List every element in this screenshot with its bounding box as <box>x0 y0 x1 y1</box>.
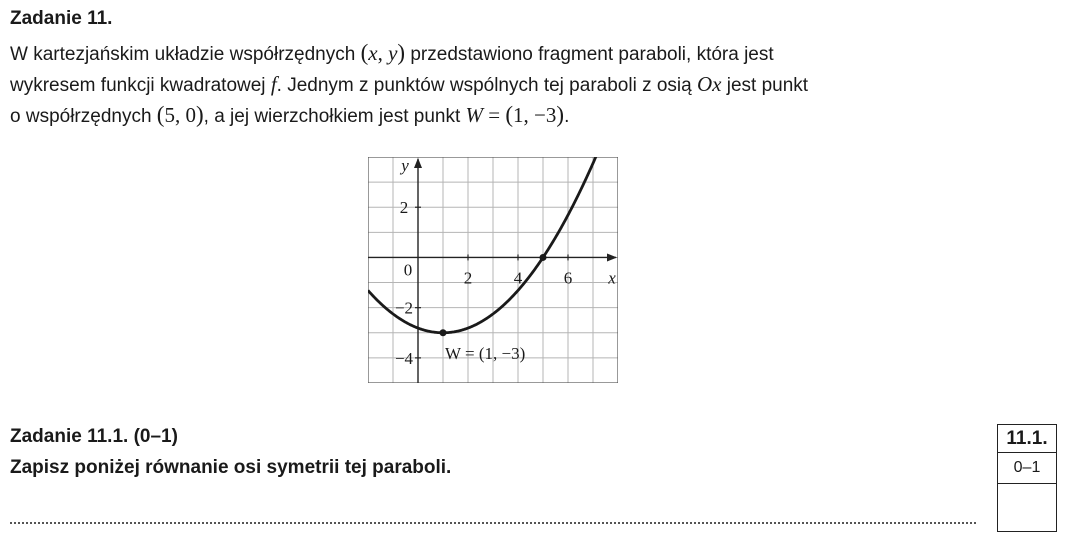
task-title: Zadanie 11. <box>10 8 113 29</box>
y-tick-label: −4 <box>394 348 414 368</box>
math-x: x <box>368 41 378 65</box>
x-tick-label: 2 <box>463 268 473 288</box>
math-y: y <box>388 41 398 65</box>
paren-close: ) <box>397 40 406 65</box>
paren-close: ) <box>556 102 565 127</box>
paren-close: ) <box>195 102 204 127</box>
score-input-cell[interactable] <box>998 484 1056 531</box>
answer-line[interactable] <box>10 522 976 524</box>
x-tick-label: 6 <box>563 268 573 288</box>
task-text: wykresem funkcji kwadratowej <box>10 74 271 96</box>
point-coords: 5, 0 <box>164 103 196 127</box>
vertex-coords: 1, −3 <box>513 103 557 127</box>
task-text: przedstawiono fragment paraboli, która jest <box>405 44 774 65</box>
task-text: , a jej wierzchołkiem jest punkt <box>203 106 466 127</box>
score-box <box>997 424 1057 532</box>
origin-label: 0 <box>403 260 413 280</box>
paren-open: ( <box>156 102 165 127</box>
paren-open: ( <box>360 40 369 65</box>
y-axis-label: y <box>401 157 409 175</box>
vertex-label: W <box>465 103 484 127</box>
score-range: 0–1 <box>998 453 1056 484</box>
task-text: jest punkt <box>721 74 809 96</box>
subtask-instruction: Zapisz poniżej równanie osi symetrii tej paraboli. <box>10 457 452 478</box>
y-axis-arrow-icon <box>414 158 422 168</box>
score-header: 11.1. <box>998 425 1056 453</box>
task-text: o współrzędnych <box>10 106 157 127</box>
task-text: . Jednym z punktów wspólnych tej paraboli z osią <box>276 74 697 96</box>
paren-open: ( <box>505 102 514 127</box>
task-text: W kartezjańskim układzie współrzędnych <box>10 44 356 65</box>
axis-name: Ox <box>696 71 722 96</box>
vertex-eq: = <box>483 103 506 127</box>
task-text: . <box>564 106 570 127</box>
x-axis-label: x <box>608 268 616 288</box>
subtask-title: Zadanie 11.1. (0–1) <box>10 426 178 447</box>
vertex-point <box>440 329 447 336</box>
y-tick-label: 2 <box>399 198 409 218</box>
vertex-annotation: W = (1, −3) <box>445 343 526 363</box>
y-tick-label: −2 <box>394 298 414 318</box>
x-tick-label: 4 <box>513 268 523 288</box>
parabola-chart <box>368 157 618 383</box>
axis-labels <box>395 157 616 368</box>
math-sep: , <box>377 41 389 65</box>
x-axis-arrow-icon <box>607 253 617 261</box>
function-name: f <box>270 71 277 96</box>
x-intercept-point <box>540 254 547 261</box>
task-description <box>10 38 940 132</box>
